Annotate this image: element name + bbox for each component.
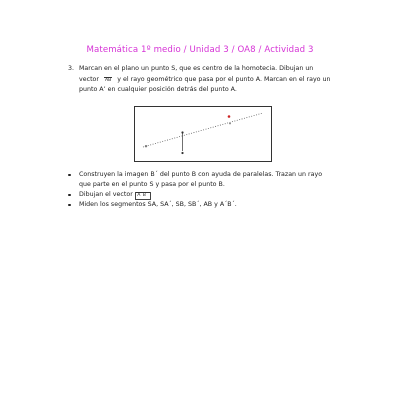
exercise-line-2-end: y el rayo geométrico que pasa por el punto A. Marcan en el rayo un — [117, 75, 331, 83]
exercise-line-1: Marcan en el plano un punto S, que es centro de la homotecia. Dibujan un — [79, 65, 314, 72]
homothety-diagram — [135, 107, 273, 163]
vector-ab-label: AB — [104, 77, 112, 83]
exercise-text — [79, 64, 361, 96]
ray-line — [143, 113, 263, 147]
point-a — [181, 131, 183, 133]
homothety-figure — [134, 106, 272, 162]
point-b — [181, 152, 183, 154]
list-item-line: que parte en el punto S y pasa por el punto B. — [79, 181, 225, 188]
list-item-text: Dibujan el vector — [79, 191, 133, 198]
bullet-icon — [68, 174, 71, 177]
list-item — [68, 200, 368, 210]
vector-a-prime-b-prime-label: A´B´ — [135, 192, 151, 200]
page-title: Matemática 1º medio / Unidad 3 / OA8 / Actividad 3 — [86, 45, 314, 55]
exercise-line-2 — [79, 75, 361, 86]
point-a-prime — [228, 115, 231, 118]
exercise-line-3: punto A’ en cualquier posición detrás del punto A. — [79, 86, 237, 93]
bullet-icon — [68, 204, 71, 207]
list-item-line: Construyen la imagen B´ del punto B con ayuda de paralelas. Trazan un rayo — [79, 171, 323, 178]
bullet-icon — [68, 194, 71, 197]
list-item — [68, 190, 368, 200]
exercise-line-2-start: vector — [79, 75, 99, 83]
point-a-prime-tick — [229, 123, 231, 125]
point-s — [145, 145, 147, 147]
list-item — [68, 170, 368, 190]
list-item-text: Miden los segmentos SA, SA´, SB, SB´, AB y A´B´. — [79, 201, 237, 208]
instructions-list — [68, 170, 368, 210]
exercise-number: 3. — [68, 65, 75, 72]
